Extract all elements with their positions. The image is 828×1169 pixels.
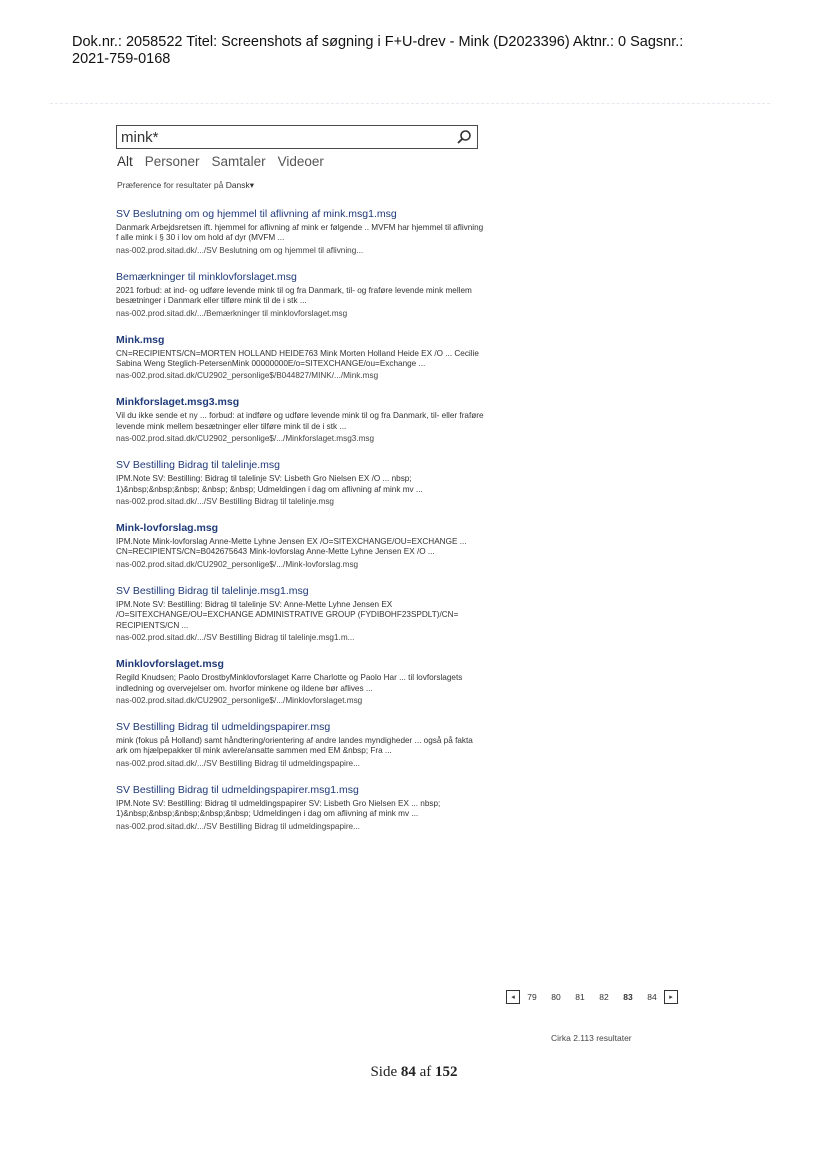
- result-title-link[interactable]: SV Bestilling Bidrag til udmeldingspapirer.msg: [116, 720, 331, 733]
- result-title-link[interactable]: Minklovforslaget.msg: [116, 658, 224, 671]
- result-item: [116, 522, 484, 570]
- document-header-line1: Dok.nr.: 2058522 Titel: Screenshots af søgning i F+U-drev - Mink (D2023396) Aktnr.: 0 Sagsnr.:: [72, 34, 684, 50]
- result-title-link[interactable]: SV Beslutning om og hjemmel til aflivning af mink.msg1.msg: [116, 208, 397, 220]
- result-item: [116, 208, 484, 256]
- result-item: [116, 459, 484, 507]
- result-item: [116, 585, 484, 643]
- result-url[interactable]: nas-002.prod.sitad.dk/CU2902_personlige$/.../Minklovforslaget.msg: [116, 695, 363, 705]
- language-preference-dropdown[interactable]: [226, 180, 254, 190]
- previous-page-button[interactable]: ◂: [506, 990, 520, 1004]
- result-snippet: mink (fokus på Holland) samt håndtering/orientering af andre landes myndigheder ... også på fakta ark om hjælpepakker til mink avlere/ansatte sammen med EM &nbsp; Fra ...: [116, 735, 473, 756]
- chevron-down-icon: ▾: [249, 180, 255, 190]
- tab-personer[interactable]: Personer: [144, 154, 200, 169]
- pagination: [506, 990, 678, 1004]
- result-item: [116, 721, 484, 769]
- result-title-link[interactable]: Mink-lovforslag.msg: [116, 522, 219, 535]
- page-number-84[interactable]: 84: [647, 992, 657, 1002]
- page-number-81[interactable]: 81: [575, 992, 585, 1002]
- page-number-82[interactable]: 82: [599, 992, 609, 1002]
- page-footer-middle: af: [415, 1064, 436, 1080]
- result-title-link[interactable]: Minkforslaget.msg3.msg: [116, 396, 240, 409]
- page-footer-page: 84: [400, 1064, 416, 1080]
- result-item: [116, 784, 484, 832]
- tab-alt[interactable]: Alt: [117, 154, 133, 169]
- page-number-79[interactable]: 79: [527, 992, 537, 1002]
- result-url[interactable]: nas-002.prod.sitad.dk/CU2902_personlige$/B044827/MINK/.../Mink.msg: [116, 371, 379, 381]
- result-item: [116, 271, 484, 319]
- result-snippet: IPM.Note Mink-lovforslag Anne-Mette Lyhne Jensen EX /O=SITEXCHANGE/OU=EXCHANGE ... CN=RECIPIENTS/CN=B042675643 Mink-lovforslag Anne-Mette Lyhne Jensen EX /O ...: [116, 537, 467, 557]
- result-url[interactable]: nas-002.prod.sitad.dk/.../SV Bestilling Bidrag til talelinje.msg1.m...: [116, 633, 355, 643]
- result-url[interactable]: nas-002.prod.sitad.dk/.../SV Bestilling Bidrag til talelinje.msg: [116, 497, 334, 507]
- result-url[interactable]: nas-002.prod.sitad.dk/.../SV Beslutning om og hjemmel til aflivning...: [116, 245, 364, 255]
- result-snippet: CN=RECIPIENTS/CN=MORTEN HOLLAND HEIDE763 Mink Morten Holland Heide EX /O ... Cecilie Sabina Weng Steglich-PetersenMink 00000000E/o=SITEXCHANGE/ou=Exchange ...: [116, 348, 479, 369]
- language-preference: [117, 180, 254, 191]
- result-snippet: Vil du ikke sende et ny ... forbud: at indføre og udføre levende mink til og fra Danmark, til- eller fraføre levende mink mellem besætninger eller tilføre mink til de i stk ...: [116, 411, 484, 431]
- result-item: [116, 658, 484, 706]
- result-item: [116, 334, 484, 382]
- page-footer-total: 152: [435, 1064, 458, 1080]
- search-tabs: [117, 154, 324, 169]
- result-count: Cirka 2.113 resultater: [551, 1033, 632, 1043]
- language-preference-value: Dansk: [225, 180, 250, 190]
- result-snippet: IPM.Note SV: Bestilling: Bidrag til udmeldingspapirer SV: Lisbeth Gro Nielsen EX ... nbsp; 1)&nbsp;&nbsp;&nbsp;&nbsp;&nbsp; Udmeldingen i dag om aflivning af mink mv ...: [116, 798, 441, 819]
- result-url[interactable]: nas-002.prod.sitad.dk/CU2902_personlige$/.../Mink-lovforslag.msg: [116, 559, 359, 569]
- page-footer: [0, 1064, 828, 1081]
- result-snippet: IPM.Note SV: Bestilling: Bidrag til talelinje SV: Lisbeth Gro Nielsen EX /O ... nbsp; 1)&nbsp;&nbsp;&nbsp; &nbsp; &nbsp; Udmeldingen i dag om aflivning af mink mv ...: [116, 474, 423, 494]
- result-title-link[interactable]: SV Bestilling Bidrag til talelinje.msg1.msg: [116, 584, 309, 597]
- result-title-link[interactable]: Mink.msg: [116, 333, 165, 346]
- tab-videoer[interactable]: Videoer: [277, 154, 324, 169]
- document-header-line2: 2021-759-0168: [72, 51, 171, 67]
- search-input[interactable]: [121, 128, 441, 146]
- result-title-link[interactable]: SV Bestilling Bidrag til udmeldingspapirer.msg1.msg: [116, 783, 359, 796]
- result-title-link[interactable]: Bemærkninger til minklovforslaget.msg: [116, 270, 297, 283]
- document-header: [72, 34, 792, 68]
- result-snippet: 2021 forbud: at ind- og udføre levende mink til og fra Danmark, til- og fraføre levende mink mellem besætninger i Danmark eller tilføre mink til de i stk ...: [116, 285, 472, 306]
- result-title-link[interactable]: SV Bestilling Bidrag til talelinje.msg: [116, 459, 280, 472]
- result-snippet: IPM.Note SV: Bestilling: Bidrag til talelinje SV: Anne-Mette Lyhne Jensen EX /O=SITEXCHANGE/OU=EXCHANGE ADMINISTRATIVE GROUP (FYDIBOHF23SPDLT)/CN= RECIPIENTS/CN ...: [116, 599, 459, 630]
- page-number-83[interactable]: 83: [623, 992, 633, 1002]
- search-icon[interactable]: [456, 129, 472, 145]
- result-url[interactable]: nas-002.prod.sitad.dk/.../Bemærkninger til minklovforslaget.msg: [116, 308, 348, 318]
- page-footer-prefix: Side: [370, 1064, 401, 1080]
- tab-samtaler[interactable]: Samtaler: [211, 154, 266, 169]
- result-url[interactable]: nas-002.prod.sitad.dk/.../SV Bestilling Bidrag til udmeldingspapire...: [116, 821, 360, 831]
- result-snippet: Regild Knudsen; Paolo DrostbyMinklovforslaget Karre Charlotte og Paolo Har ... til lovforslagets indledning og overvejelser om. hvorfor minkene og ildene bør aflives ...: [116, 673, 463, 693]
- search-results: [116, 208, 484, 847]
- result-item: [116, 396, 484, 444]
- page-number-80[interactable]: 80: [551, 992, 561, 1002]
- language-preference-label: Præference for resultater på: [117, 180, 224, 190]
- result-url[interactable]: nas-002.prod.sitad.dk/.../SV Bestilling Bidrag til udmeldingspapire...: [116, 758, 360, 768]
- next-page-button[interactable]: ▸: [664, 990, 678, 1004]
- search-box[interactable]: [116, 125, 478, 149]
- divider: [50, 103, 770, 104]
- result-snippet: Danmark Arbejdsretsen ift. hjemmel for aflivning af mink er følgende .. MVFM har hjemmel til aflivning f alle mink i § 30 i lov om hold af dyr (MVFM ...: [116, 223, 484, 243]
- result-url[interactable]: nas-002.prod.sitad.dk/CU2902_personlige$/.../Minkforslaget.msg3.msg: [116, 434, 375, 444]
